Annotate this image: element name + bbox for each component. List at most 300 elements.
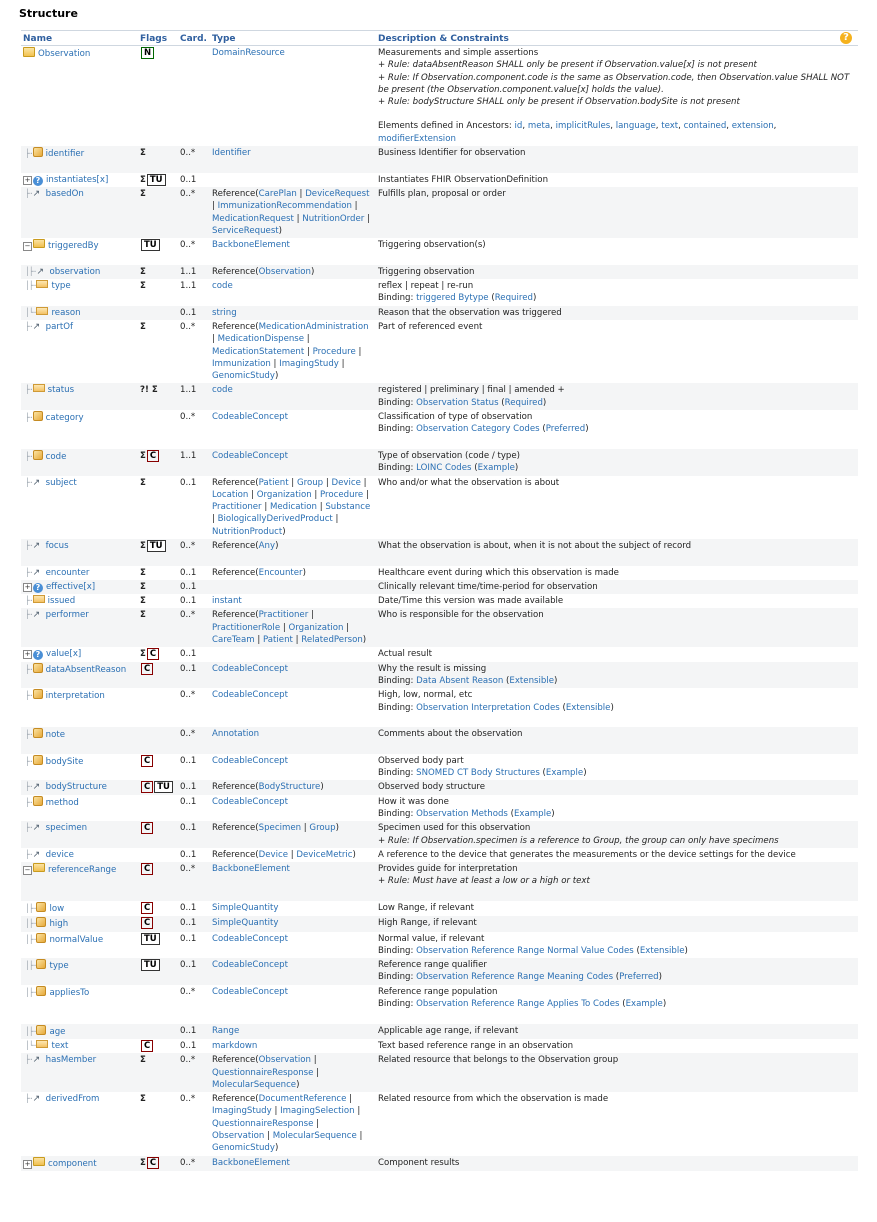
type-link[interactable]: contained [683, 121, 727, 132]
type-link[interactable]: Practitioner [212, 502, 262, 513]
type-link[interactable]: Device [331, 477, 361, 488]
summary-flag: Σ [140, 540, 146, 551]
element-name-link[interactable]: category [45, 413, 84, 424]
element-name-link[interactable]: high [49, 919, 69, 930]
element-name-link[interactable]: interpretation [45, 691, 105, 702]
type-link[interactable]: Extensible [639, 945, 685, 956]
element-name-link[interactable]: focus [45, 540, 69, 551]
type-link[interactable]: Observation Interpretation Codes [416, 702, 560, 713]
table-row [21, 476, 858, 539]
type-link[interactable]: SNOMED CT Body Structures [416, 768, 540, 779]
flags-cell [138, 688, 178, 727]
trial-use-flag: TU [147, 540, 166, 552]
description-cell [376, 238, 858, 265]
text-part: ) [662, 999, 667, 1010]
type-cell [210, 647, 376, 661]
type-link[interactable]: Observation Category Codes [416, 424, 540, 435]
type-cell [210, 265, 376, 279]
table-row [21, 795, 858, 822]
expand-icon[interactable]: + [24, 650, 31, 659]
name-cell [21, 594, 138, 608]
description-cell [376, 1156, 858, 1171]
name-cell [21, 476, 138, 539]
summary-flag: Σ [140, 567, 146, 578]
type-link[interactable]: language [615, 121, 656, 132]
type-link[interactable]: MolecularSequence [212, 1079, 297, 1090]
text-part: | [355, 346, 362, 357]
type-link[interactable]: QuestionnaireResponse [212, 1067, 314, 1078]
description-cell [376, 647, 858, 661]
element-name-link[interactable]: normalValue [49, 934, 104, 945]
type-link[interactable]: PractitionerRole [212, 622, 281, 633]
reference-icon: ↗ [32, 1094, 41, 1105]
type-link[interactable]: Extensible [565, 702, 611, 713]
element-icon [33, 863, 45, 872]
type-link[interactable]: Substance [325, 502, 371, 513]
text-part: Binding: [378, 397, 417, 408]
element-name-link[interactable]: subject [45, 477, 77, 488]
name-cell [21, 662, 138, 689]
type-link[interactable]: instant [212, 596, 242, 607]
flags-cell [138, 1092, 178, 1155]
name-cell [21, 580, 138, 594]
type-cell [210, 1039, 376, 1053]
text-part: | [338, 358, 345, 369]
text-part: Binding: [378, 293, 417, 304]
cardinality-cell [178, 46, 210, 147]
cardinality-cell: 0..* [180, 1094, 196, 1105]
flags-cell [138, 932, 178, 959]
flags-cell [138, 647, 178, 661]
collapse-icon[interactable]: − [24, 242, 31, 251]
datatype-icon [36, 917, 46, 927]
type-link[interactable]: Observation Reference Range Applies To Codes [416, 999, 620, 1010]
element-name-link[interactable]: instantiates[x] [46, 174, 109, 185]
datatype-icon [36, 933, 46, 943]
cardinality-cell: 0..1 [180, 477, 197, 488]
flags-cell [138, 410, 178, 449]
type-link[interactable]: DocumentReference [258, 1094, 347, 1105]
description-cell [376, 1053, 858, 1092]
type-link[interactable]: BodyStructure [258, 782, 321, 793]
element-name-link[interactable]: value[x] [46, 649, 82, 660]
text-part: Reference( [212, 1055, 259, 1066]
flags-cell [138, 1024, 178, 1039]
flags-cell [138, 916, 178, 931]
type-link[interactable]: SimpleQuantity [212, 903, 279, 913]
text-part: , [773, 121, 777, 132]
reference-icon: ↗ [36, 266, 44, 277]
type-link[interactable]: Observation [258, 1055, 311, 1066]
type-link[interactable]: triggered Bytype [416, 293, 489, 304]
reference-icon: ↗ [32, 1055, 41, 1066]
type-link[interactable]: RelatedPerson [301, 635, 363, 646]
text-part: , [610, 121, 616, 132]
description-cell [376, 985, 858, 1024]
tree-line-icon: ├· [25, 730, 33, 740]
summary-flag: Σ [140, 148, 146, 159]
constraint-flag: C [141, 863, 153, 875]
element-name-link[interactable]: derivedFrom [45, 1094, 100, 1105]
tree-line-icon: ├· [25, 385, 33, 395]
type-link[interactable]: Observation [212, 1131, 265, 1142]
description-line: Related resource that belongs to the Observation group [378, 1055, 619, 1066]
element-name-link[interactable]: dataAbsentReason [45, 664, 127, 675]
element-name-link[interactable]: device [45, 849, 74, 860]
type-link[interactable]: Observation [258, 266, 311, 277]
name-cell [21, 1156, 138, 1171]
type-link[interactable]: id [514, 121, 523, 132]
description-cell [376, 608, 858, 647]
type-link[interactable]: BackboneElement [212, 864, 290, 875]
description-cell [376, 306, 858, 320]
type-link[interactable]: Encounter [258, 567, 303, 578]
constraint-rule: + Rule: bodyStructure SHALL only be present if Observation.bodySite is not present [378, 97, 740, 108]
element-name-link[interactable]: low [49, 904, 65, 914]
tree-line-icon: ├· [25, 610, 33, 620]
type-link[interactable]: CodeableConcept [212, 690, 288, 701]
type-link[interactable]: extension [731, 121, 774, 132]
type-link[interactable]: Patient [262, 635, 293, 646]
element-name-link[interactable]: encounter [45, 567, 90, 578]
summary-flag: Σ [140, 649, 146, 660]
element-name-link[interactable]: bodySite [45, 756, 84, 767]
text-part: | [212, 334, 218, 345]
description-line: Applicable age range, if relevant [378, 1025, 519, 1036]
cardinality-cell: 0..* [180, 986, 196, 997]
type-link[interactable]: MedicationAdministration [258, 321, 369, 332]
element-name-link[interactable]: effective[x] [46, 581, 96, 592]
primitive-icon [33, 384, 45, 392]
element-name-link[interactable]: status [47, 385, 75, 396]
tree-line-icon: ├· [25, 691, 33, 701]
description-cell [376, 320, 858, 383]
element-name-link[interactable]: method [45, 797, 79, 808]
summary-flag: Σ [140, 477, 146, 488]
text-part: ) [551, 808, 555, 819]
header-flags: Flags [138, 31, 178, 46]
text-part: ( [619, 999, 626, 1010]
element-name-link[interactable]: type [51, 281, 71, 292]
cardinality-cell: 0..* [178, 862, 210, 901]
text-part: | [351, 201, 358, 212]
element-name-link[interactable]: Observation [38, 49, 91, 59]
type-link[interactable]: ImagingStudy [212, 1106, 272, 1117]
text-part: | [308, 610, 314, 621]
primitive-icon [36, 1040, 48, 1048]
flags-cell [138, 580, 178, 594]
text-part: | [254, 635, 263, 646]
type-link[interactable]: Range [212, 1025, 240, 1036]
datatype-icon [33, 411, 43, 421]
type-link[interactable]: Location [212, 489, 249, 500]
structure-table [21, 30, 858, 1171]
type-link[interactable]: Extensible [509, 675, 555, 686]
type-link[interactable]: Preferred [545, 424, 586, 435]
type-link[interactable]: CodeableConcept [212, 450, 288, 461]
text-part: ( [559, 702, 566, 713]
collapse-icon[interactable]: − [24, 866, 31, 875]
type-link[interactable]: CodeableConcept [212, 960, 288, 971]
flags-cell [138, 173, 178, 187]
text-part: , [655, 121, 662, 132]
element-name-link[interactable]: referenceRange [48, 865, 117, 876]
element-name-link[interactable]: appliesTo [49, 987, 90, 998]
description-line: Healthcare event during which this observation is made [378, 567, 619, 578]
text-part: ) [684, 945, 688, 956]
type-link[interactable]: DomainResource [212, 48, 285, 58]
name-cell [21, 410, 138, 449]
table-row [21, 580, 858, 594]
type-link[interactable]: Required [494, 293, 533, 304]
type-link[interactable]: CodeableConcept [212, 986, 288, 997]
type-link[interactable]: Patient [258, 477, 289, 488]
element-name-link[interactable]: issued [47, 596, 76, 607]
type-link[interactable]: Specimen [258, 823, 302, 834]
type-link[interactable]: Annotation [212, 729, 260, 740]
tree-line-icon: │├· [25, 961, 37, 971]
element-name-link[interactable]: specimen [45, 823, 88, 834]
trial-use-flag: TU [141, 933, 160, 945]
text-part: | [212, 201, 218, 212]
name-cell [21, 383, 138, 410]
type-link[interactable]: implicitRules [555, 121, 611, 132]
expand-icon[interactable]: + [24, 1159, 31, 1168]
element-name-link[interactable]: bodyStructure [45, 782, 107, 793]
description-line: Who is responsible for the observation [378, 610, 544, 621]
table-row [21, 265, 858, 279]
description-cell [376, 594, 858, 608]
datatype-icon [33, 450, 43, 460]
type-link[interactable]: QuestionnaireResponse [212, 1118, 314, 1129]
type-link[interactable]: MedicationStatement [212, 346, 305, 357]
description-line: Business Identifier for observation [378, 148, 526, 159]
element-name-link[interactable]: partOf [45, 321, 74, 332]
constraint-rule: + Rule: If Observation.component.code is the same as Observation.code, then Observation.value SHALL NOT be present (the Observation.component.value[x] holds the value). [378, 72, 850, 95]
text-part: ( [488, 293, 495, 304]
name-cell [21, 848, 138, 862]
type-link[interactable]: Example [625, 999, 663, 1010]
description-cell [376, 780, 858, 794]
type-link[interactable]: GenomicStudy [212, 1143, 275, 1154]
description-line: Specimen used for this observation [378, 823, 531, 834]
type-link[interactable]: modifierExtension [378, 133, 456, 144]
tree-line-icon: ├· [25, 413, 33, 423]
type-link[interactable]: MolecularSequence [272, 1131, 357, 1142]
type-link[interactable]: Procedure [312, 346, 356, 357]
type-link[interactable]: MedicationDispense [217, 334, 305, 345]
text-part: ( [633, 945, 640, 956]
type-link[interactable]: NutritionOrder [302, 213, 365, 224]
table-row [21, 647, 858, 661]
type-link[interactable]: Example [545, 768, 584, 779]
text-part: | [310, 1055, 317, 1066]
description-cell [376, 580, 858, 594]
description-line: Normal value, if relevant [378, 933, 485, 944]
type-link[interactable]: Identifier [212, 148, 251, 159]
description-cell [376, 539, 858, 566]
type-cell [210, 238, 376, 265]
flags-cell [138, 449, 178, 476]
expand-icon[interactable]: + [24, 582, 31, 591]
page-title: Structure [19, 7, 78, 20]
type-link[interactable]: ImagingStudy [279, 358, 339, 369]
type-link[interactable]: CodeableConcept [212, 412, 288, 423]
cardinality-cell: 0..1 [180, 903, 197, 913]
type-link[interactable]: Observation Methods [416, 808, 508, 819]
flags-cell [138, 958, 178, 985]
table-row [21, 410, 858, 449]
description-line: A reference to the device that generates the measurements or the device settings for the device [378, 849, 796, 860]
type-link[interactable]: Immunization [212, 358, 271, 369]
datatype-icon [33, 755, 43, 765]
type-link[interactable]: markdown [212, 1040, 258, 1051]
text-part: ) [310, 266, 315, 277]
element-name-link[interactable]: age [49, 1026, 66, 1037]
reference-icon: ↗ [32, 610, 41, 621]
type-link[interactable]: text [661, 121, 679, 132]
type-link[interactable]: meta [527, 121, 551, 132]
name-cell [21, 608, 138, 647]
description-line: Component results [378, 1157, 460, 1168]
type-link[interactable]: BackboneElement [212, 240, 290, 251]
description-line [378, 767, 856, 779]
description-line [378, 675, 856, 687]
type-link[interactable]: Example [477, 463, 515, 474]
header-name: Name [21, 31, 138, 46]
element-name-link[interactable]: basedOn [45, 188, 84, 199]
type-link[interactable]: Group [309, 823, 336, 834]
type-cell [210, 821, 376, 848]
element-name-link[interactable]: observation [49, 266, 101, 277]
type-link[interactable]: MedicationRequest [212, 213, 294, 224]
type-link[interactable]: code [212, 385, 233, 396]
type-link[interactable]: Preferred [619, 972, 659, 983]
type-link[interactable]: CareTeam [212, 635, 255, 646]
cardinality-cell: 0..1 [180, 567, 197, 578]
type-link[interactable]: CodeableConcept [212, 755, 288, 766]
type-link[interactable]: NutritionProduct [212, 526, 283, 537]
element-name-link[interactable]: triggeredBy [48, 241, 99, 252]
cardinality-cell: 0..1 [180, 796, 197, 807]
type-link[interactable]: BackboneElement [212, 1157, 290, 1168]
name-cell [21, 1024, 138, 1039]
flags-cell [138, 1053, 178, 1092]
element-name-link[interactable]: performer [45, 610, 89, 621]
flags-cell [138, 608, 178, 647]
description-cell [376, 727, 858, 754]
type-link[interactable]: DeviceMetric [296, 849, 353, 860]
type-link[interactable]: GenomicStudy [212, 371, 275, 382]
datatype-icon [33, 728, 43, 738]
datatype-icon [33, 796, 43, 806]
type-link[interactable]: LOINC Codes [416, 463, 472, 474]
type-link[interactable]: ImagingSelection [280, 1106, 355, 1117]
tree-line-icon: │├· [25, 919, 37, 929]
type-link[interactable]: Organization [288, 622, 344, 633]
text-part: | [346, 1094, 353, 1105]
description-line: High Range, if relevant [378, 918, 477, 929]
text-part: | [364, 213, 370, 224]
element-name-link[interactable]: identifier [45, 149, 85, 160]
type-link[interactable]: CodeableConcept [212, 663, 288, 674]
constraint-flag: C [141, 902, 153, 914]
type-link[interactable]: code [212, 281, 233, 292]
text-part: | [343, 622, 350, 633]
cardinality-cell: 0..1 [178, 580, 210, 594]
type-link[interactable]: SimpleQuantity [212, 918, 279, 929]
datatype-icon [33, 689, 43, 699]
type-link[interactable]: BiologicallyDerivedProduct [217, 514, 333, 525]
table-row [21, 1156, 858, 1171]
type-link[interactable]: Observation Status [416, 397, 499, 408]
type-link[interactable]: Data Absent Reason [416, 675, 504, 686]
table-row [21, 754, 858, 781]
type-link[interactable]: Required [504, 397, 543, 408]
name-cell [21, 449, 138, 476]
element-name-link[interactable]: hasMember [45, 1055, 97, 1066]
cardinality-cell: 0..* [178, 187, 210, 238]
flags-cell [138, 780, 178, 794]
type-link[interactable]: CarePlan [258, 188, 297, 199]
flags-cell [138, 1156, 178, 1171]
element-name-link[interactable]: type [49, 961, 69, 972]
text-part: ) [335, 823, 339, 834]
description-line [378, 120, 856, 145]
type-link[interactable]: Practitioner [258, 610, 309, 621]
text-part: Binding: [378, 999, 417, 1010]
type-link[interactable]: Procedure [320, 489, 364, 500]
type-link[interactable]: Group [296, 477, 324, 488]
type-link[interactable]: CodeableConcept [212, 796, 288, 807]
type-link[interactable]: string [212, 307, 237, 318]
table-row [21, 862, 858, 901]
type-link[interactable]: Any [258, 540, 276, 551]
reference-icon: ↗ [32, 849, 41, 860]
type-link[interactable]: CodeableConcept [212, 933, 288, 944]
text-part: | [288, 849, 297, 860]
trial-use-flag: TU [147, 174, 166, 186]
description-line: Clinically relevant time/time-period for observation [378, 581, 598, 592]
type-cell [210, 1092, 376, 1155]
element-name-link[interactable]: reason [51, 307, 81, 318]
type-link[interactable]: Medication [269, 502, 317, 513]
element-name-link[interactable]: code [45, 451, 67, 462]
cardinality-cell: 0..* [178, 1053, 210, 1092]
type-link[interactable]: Example [513, 808, 552, 819]
tree-line-icon: ├· [25, 756, 33, 766]
element-name-link[interactable]: text [51, 1040, 69, 1051]
element-name-link[interactable]: component [48, 1158, 97, 1169]
type-link[interactable]: DeviceRequest [305, 188, 370, 199]
question-icon[interactable]: ? [840, 32, 852, 44]
type-link[interactable]: ImmunizationRecommendation [217, 201, 352, 212]
cardinality-cell: 0..1 [180, 649, 197, 660]
flags-cell [138, 985, 178, 1024]
type-link[interactable]: Observation Reference Range Meaning Codes [416, 972, 614, 983]
expand-icon[interactable]: + [24, 175, 31, 184]
flags-cell [138, 46, 178, 147]
type-link[interactable]: Observation Reference Range Normal Value Codes [416, 945, 634, 956]
type-link[interactable]: Device [258, 849, 289, 860]
cardinality-cell: 0..1 [178, 780, 210, 794]
description-cell [376, 862, 858, 901]
summary-flag: Σ [140, 581, 146, 592]
type-link[interactable]: ServiceRequest [212, 225, 279, 236]
element-name-link[interactable]: note [45, 730, 66, 741]
type-link[interactable]: Organization [256, 489, 312, 500]
text-part: | [304, 334, 310, 345]
